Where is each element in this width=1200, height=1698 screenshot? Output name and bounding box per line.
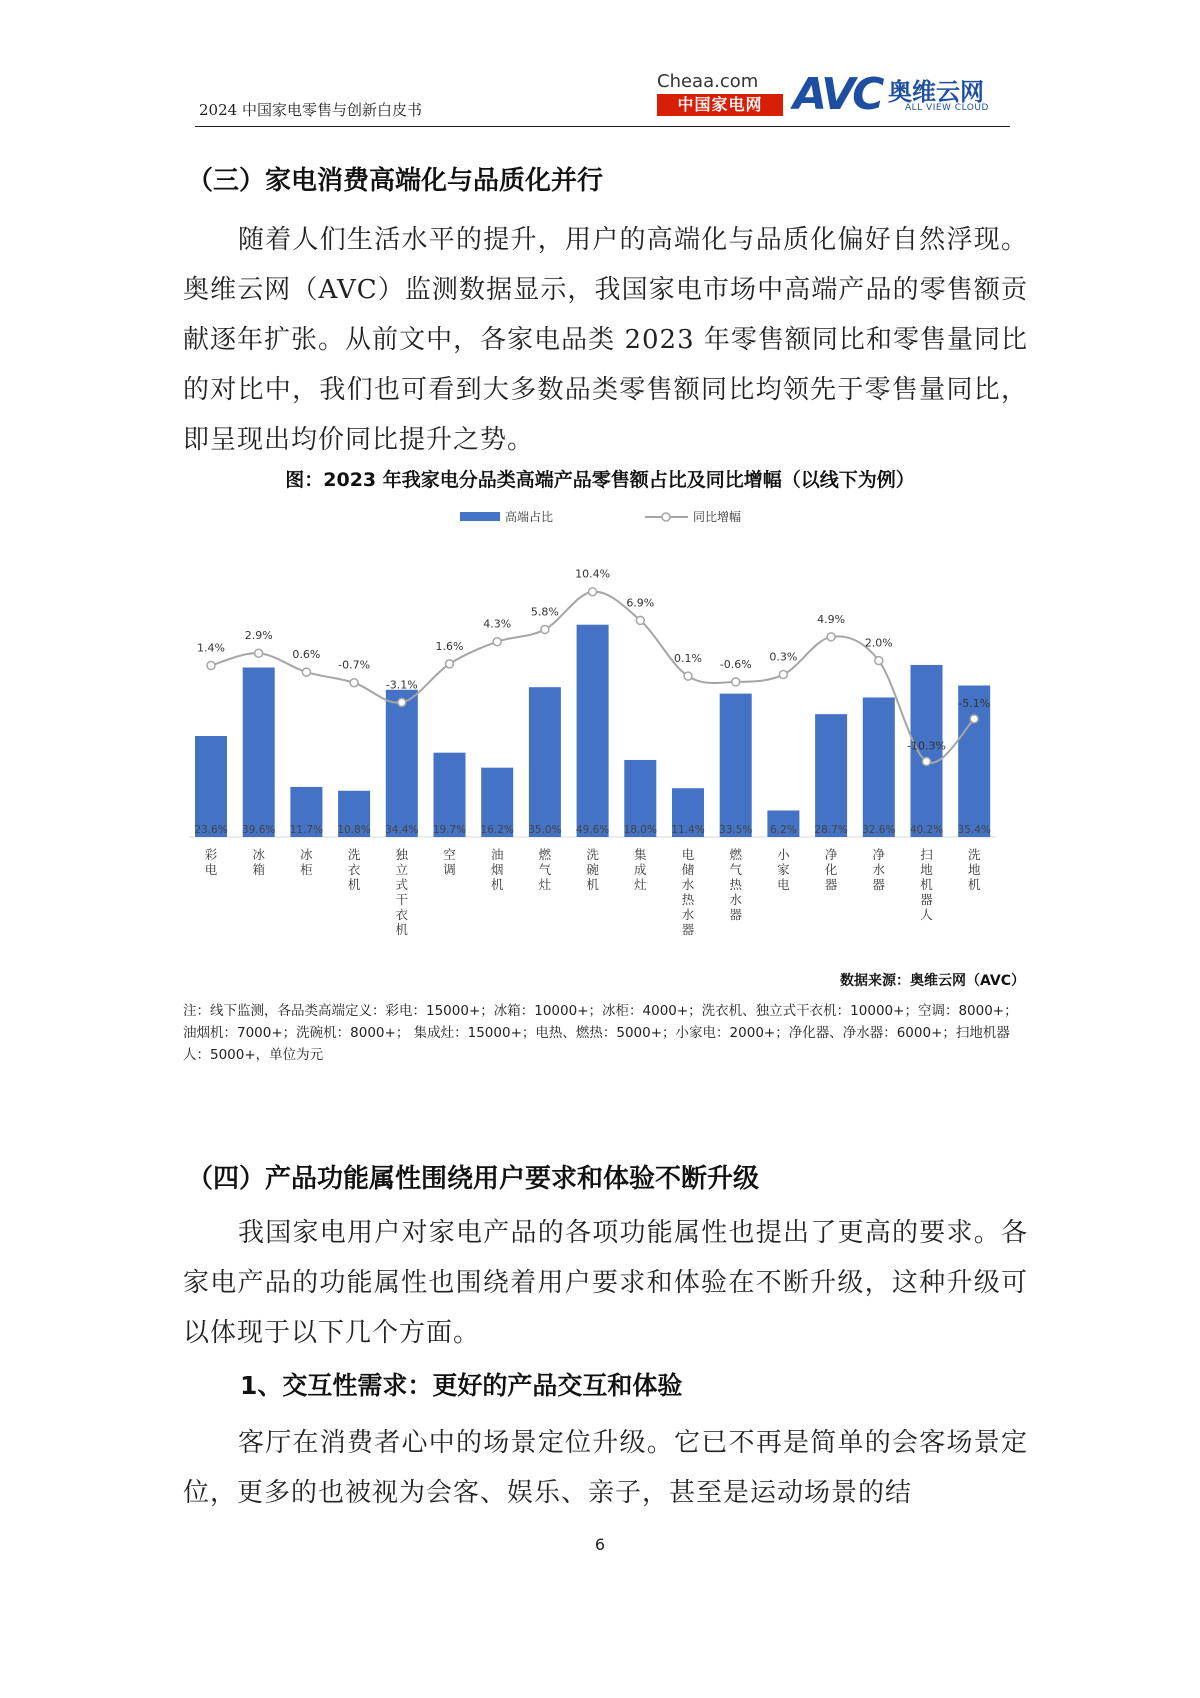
line-point-6 (493, 638, 501, 646)
category-label-3: 洗衣机 (347, 847, 361, 892)
category-label-15: 扫地机器人 (920, 847, 933, 922)
line-point-7 (541, 625, 549, 633)
chart-source: 数据来源：奥维云网（AVC） (840, 973, 1025, 989)
line-point-0 (207, 662, 215, 670)
category-label-13: 净化器 (824, 847, 838, 892)
avc-logo-en: ALL VIEW CLOUD (905, 103, 989, 113)
line-label-11: -0.6% (719, 657, 752, 671)
bar-4 (386, 690, 418, 837)
bar-label-5: 19.7% (432, 824, 467, 836)
line-label-16: -5.1% (958, 696, 991, 710)
bar-label-10: 11.4% (671, 824, 705, 836)
category-label-6: 油烟机 (490, 847, 504, 892)
chart-title: 图：2023 年我家电分品类高端产品零售额占比及同比增幅（以线下为例） (285, 469, 915, 491)
category-label-8: 洗碗机 (586, 847, 599, 892)
line-point-5 (446, 660, 454, 668)
bar-label-11: 33.5% (719, 824, 753, 836)
line-point-15 (923, 757, 931, 765)
legend-bar-swatch (460, 512, 500, 521)
line-point-11 (732, 678, 740, 686)
bar-label-0: 23.6% (194, 824, 228, 836)
legend-line-marker (662, 513, 670, 521)
line-point-13 (827, 633, 835, 641)
line-label-8: 10.4% (575, 567, 611, 581)
line-label-12: 0.3% (769, 650, 798, 664)
category-label-5: 空调 (443, 847, 456, 877)
section4-heading: （四）产品功能属性围绕用户要求和体验不断升级 (187, 1164, 760, 1194)
bar-label-16: 35.4% (957, 824, 991, 836)
line-label-0: 1.4% (197, 641, 225, 655)
category-label-4: 独立式干衣机 (395, 847, 409, 937)
line-point-14 (875, 657, 883, 665)
line-point-3 (350, 679, 358, 687)
bar-label-8: 49.6% (575, 824, 610, 836)
cheaa-logo-en: Cheaa.com (657, 71, 759, 92)
line-point-10 (684, 672, 692, 680)
line-point-1 (255, 649, 263, 657)
line-label-9: 6.9% (626, 596, 655, 610)
section4-paragraph2: 客厅在消费者心中的场景定位升级。它已不再是简单的会客场景定位，更多的也被视为会客、娱乐、亲子，甚至是运动场景的结 (183, 1428, 1028, 1508)
legend-bar-label: 高端占比 (505, 510, 554, 524)
category-label-0: 彩电 (204, 847, 218, 877)
avc-logo-mark: AVC (793, 69, 882, 120)
line-label-2: 0.6% (292, 648, 321, 662)
header-title: 2024 中国家电零售与创新白皮书 (199, 101, 422, 119)
category-label-12: 小家电 (777, 847, 790, 892)
bar-label-3: 10.8% (337, 824, 371, 836)
category-label-14: 净水器 (872, 847, 886, 892)
bar-label-1: 39.6% (242, 824, 276, 836)
cheaa-logo (657, 72, 783, 116)
bar-13 (815, 714, 847, 837)
line-point-9 (636, 616, 644, 624)
category-label-7: 燃气灶 (538, 847, 552, 892)
section4-paragraph: 我国家电用户对家电产品的各项功能属性也提出了更高的要求。各家电产品的功能属性也围绕着用户要求和体验在不断升级，这种升级可以体现于以下几个方面。 (183, 1218, 1028, 1348)
line-label-13: 4.9% (817, 612, 846, 626)
bar-label-9: 18.0% (623, 824, 657, 836)
avc-logo (793, 70, 1008, 122)
category-label-1: 冰箱 (252, 847, 265, 877)
chart-note: 注：线下监测，各品类高端定义：彩电：15000+；冰箱：10000+；冰柜：4000+；洗衣机、独立式干衣机：10000+；空调：8000+；油烟机：7000+；洗碗机：8000+； 集成灶：15000+；电热、燃热：5000+；小家电：2000+；净化器、净水器：6000+；扫地机器人：5000+，单位为元 (183, 1003, 1018, 1063)
line-point-16 (970, 715, 978, 723)
line-label-3: -0.7% (338, 658, 371, 672)
line-label-7: 5.8% (530, 605, 559, 619)
bar-label-6: 16.2% (480, 824, 514, 836)
bar-label-14: 32.6% (862, 824, 896, 836)
page-number: 6 (594, 1535, 606, 1554)
bar-14 (863, 697, 895, 837)
bar-label-13: 28.7% (814, 824, 848, 836)
chart (0, 500, 1200, 955)
section4-subheading: 1、交互性需求：更好的产品交互和体验 (240, 1371, 683, 1400)
bar-label-12: 6.2% (770, 824, 797, 836)
category-label-16: 洗地机 (967, 847, 981, 892)
bar-0 (195, 736, 227, 837)
bar-8 (577, 625, 609, 837)
line-label-15: -10.3% (907, 739, 946, 753)
bar-label-15: 40.2% (909, 824, 944, 836)
bar-label-7: 35.0% (528, 824, 562, 836)
bar-1 (243, 668, 275, 837)
cheaa-logo-cn: 中国家电网 (657, 94, 783, 116)
category-label-11: 燃气热水器 (729, 847, 742, 922)
line-label-10: 0.1% (674, 652, 702, 666)
line-label-6: 4.3% (483, 617, 512, 631)
category-label-2: 冰柜 (300, 847, 313, 877)
section3-heading: （三）家电消费高端化与品质化并行 (187, 166, 604, 196)
page-header (195, 68, 1010, 127)
legend-line-label: 同比增幅 (693, 510, 742, 524)
category-label-9: 集成灶 (634, 847, 647, 892)
line-label-5: 1.6% (435, 639, 464, 653)
line-label-4: -3.1% (385, 678, 418, 692)
bar-label-2: 11.7% (289, 824, 324, 836)
bar-7 (529, 687, 561, 837)
line-point-4 (398, 698, 406, 706)
line-label-1: 2.9% (244, 629, 273, 643)
avc-logo-cn: 奥维云网 (888, 78, 984, 106)
line-point-8 (589, 588, 597, 596)
bar-label-4: 34.4% (385, 824, 419, 836)
line-label-14: 2.0% (864, 636, 893, 650)
line-point-12 (779, 671, 787, 679)
line-point-2 (302, 668, 310, 676)
section3-paragraph: 随着人们生活水平的提升，用户的高端化与品质化偏好自然浮现。奥维云网（AVC）监测数据显示，我国家电市场中高端产品的零售额贡献逐年扩张。从前文中，各家电品类 2023 年零售额同比和零售量同比的对比中，我们也可看到大多数品类零售额同比均领先于零售量同比，即呈现出均价同比提升之势。 (183, 225, 1028, 455)
category-label-10: 电储水热水器 (681, 847, 695, 937)
bar-11 (720, 694, 752, 837)
